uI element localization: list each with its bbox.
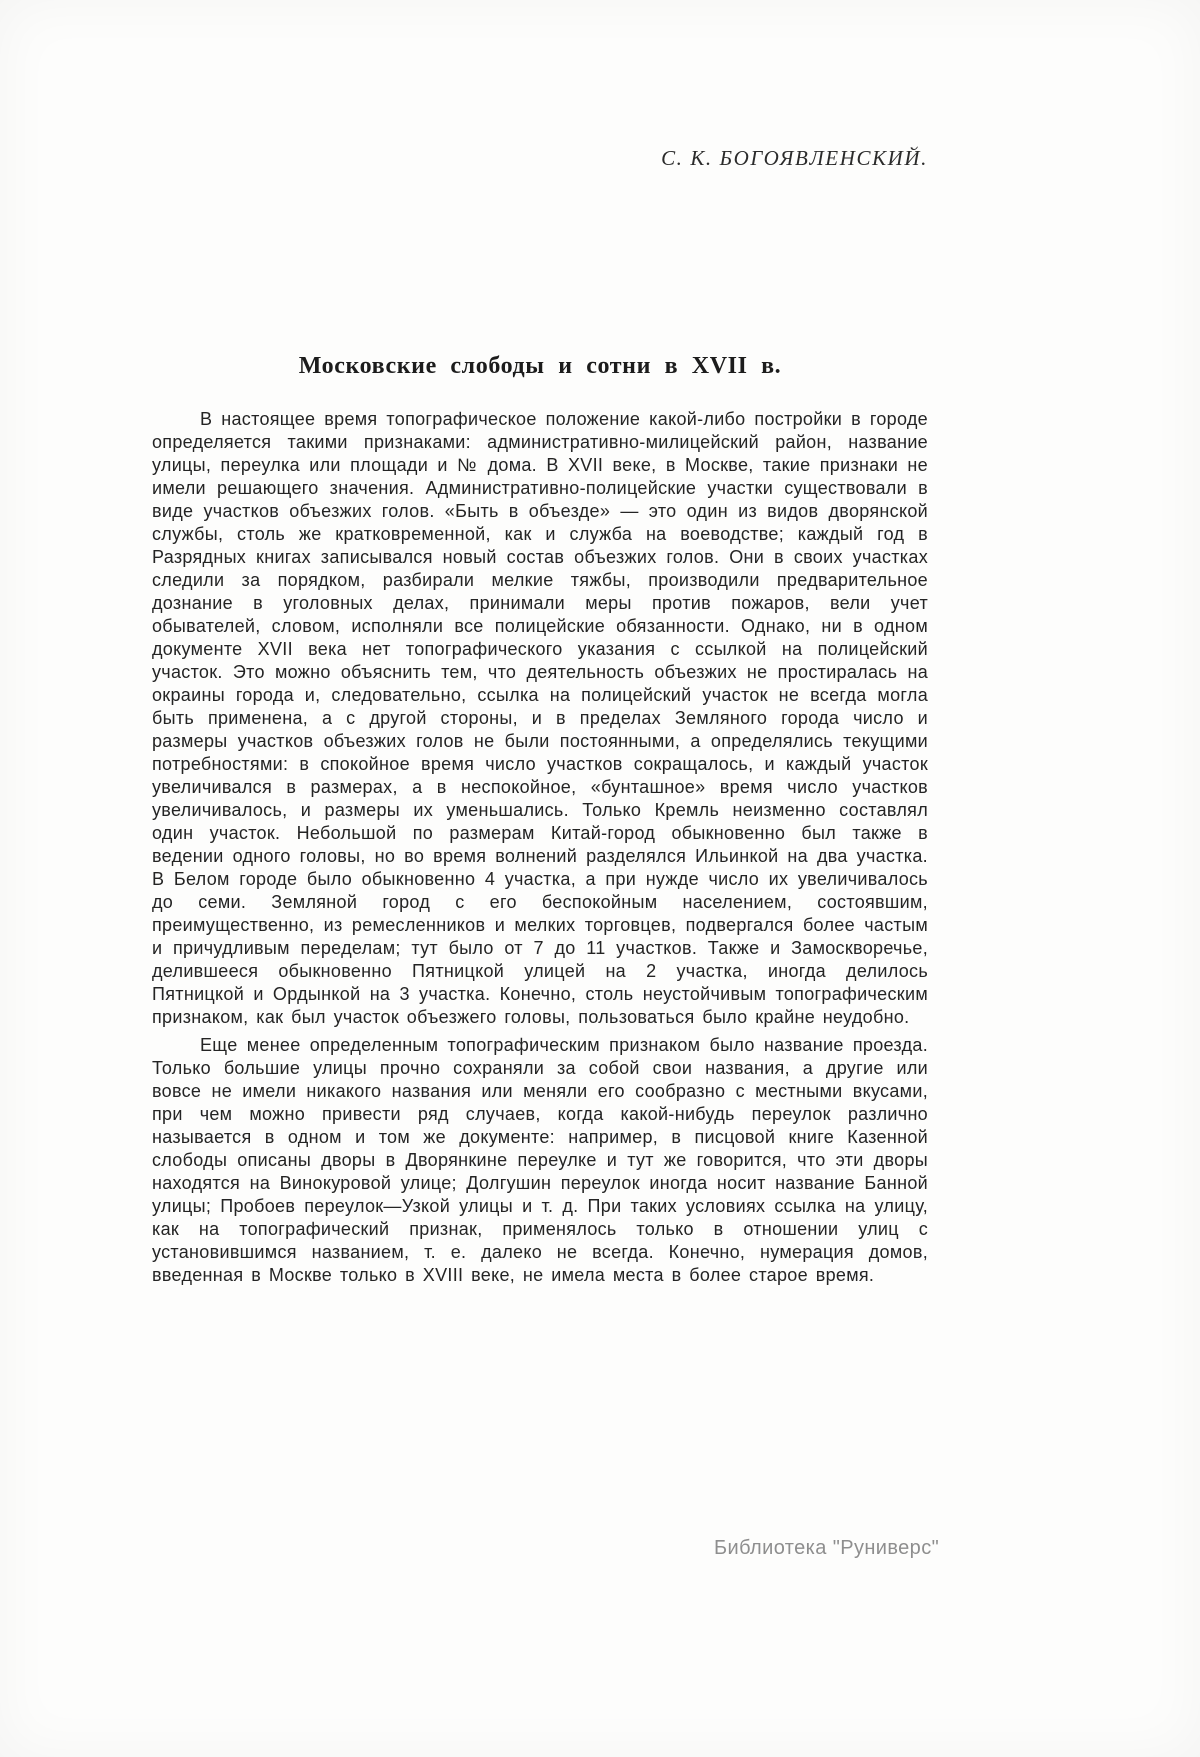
text-block (152, 0, 928, 1287)
paragraph-1: В настоящее время топографическое положение какой-либо постройки в городе определяется такими признаками: административно-милицейский район, название улицы, переулка или площади и № дома. В XVII веке, в Москве, такие признаки не имели решающего значения. Административно-полицейские участки существовали в виде участков объезжих голов. «Быть в объезде» — это один из видов дворянской службы, столь же кратковременной, как и служба на воеводстве; каждый год в Разрядных книгах записывался новый состав объезжих голов. Они в своих участках следили за порядком, разбирали мелкие тяжбы, производили предварительное дознание в уголовных делах, принимали меры против пожаров, вели учет обывателей, словом, исполняли все полицейские обязанности. Однако, ни в одном документе XVII века нет топографического указания с ссылкой на полицейский участок. Это можно объяснить тем, что деятельность объезжих не простиралась на окраины города и, следовательно, ссылка на полицейский участок не всегда могла быть применена, а с другой стороны, и в пределах Земляного города число и размеры участков объезжих голов не были постоянными, а определялись текущими потребностями: в спокойное время число участков сокращалось, и каждый участок увеличивался в размерах, а в неспокойное, «бунташное» время число участков увеличивалось, и размеры их уменьшались. Только Кремль неизменно составлял один участок. Небольшой по размерам Китай-город обыкновенно был также в ведении одного головы, но во время волнений разделялся Ильинкой на два участка. В Белом городе было обыкновенно 4 участка, а при нужде число их увеличивалось до семи. Земляной город с его беспокойным населением, состоявшим, преимущественно, из ремесленников и мелких торговцев, подвергался более частым и причудливым переделам; тут было от 7 до 11 участков. Также и Замоскворечье, делившееся обыкновенно Пятницкой улицей на 2 участка, иногда делилось Пятницкой и Ордынкой на 3 участка. Конечно, столь неустойчивым топографическим признаком, как был участок объезжего головы, пользоваться было крайне неудобно. (152, 409, 928, 1027)
library-watermark: Библиотека "Руниверс" (714, 1537, 940, 1559)
author-line: С. К. БОГОЯВЛЕНСКИЙ. (661, 146, 928, 170)
page-title: Московские слободы и сотни в XVII в. (298, 353, 782, 379)
paragraph-2: Еще менее определенным топографическим признаком было название проезда. Только большие улицы прочно сохраняли за собой свои названия, а другие или вовсе не имели никакого названия или меняли его сообразно с местными вкусами, при чем можно привести ряд случаев, когда какой-нибудь переулок различно называется в одном и том же документе: например, в писцовой книге Казенной слободы описаны дворы в Дворянкине переулке и тут же говорится, что эти дворы находятся на Винокуровой улице; Долгушин переулок иногда носит название Банной улицы; Пробоев переулок—Узкой улицы и т. д. При таких условиях ссылка на улицу, как на топографический признак, применялось только в отношении улиц с установившимся названием, т. е. далеко не всегда. Конечно, нумерация домов, введенная в Москве только в XVIII веке, не имела места в более старое время. (152, 1035, 928, 1285)
document-body (152, 408, 928, 1287)
